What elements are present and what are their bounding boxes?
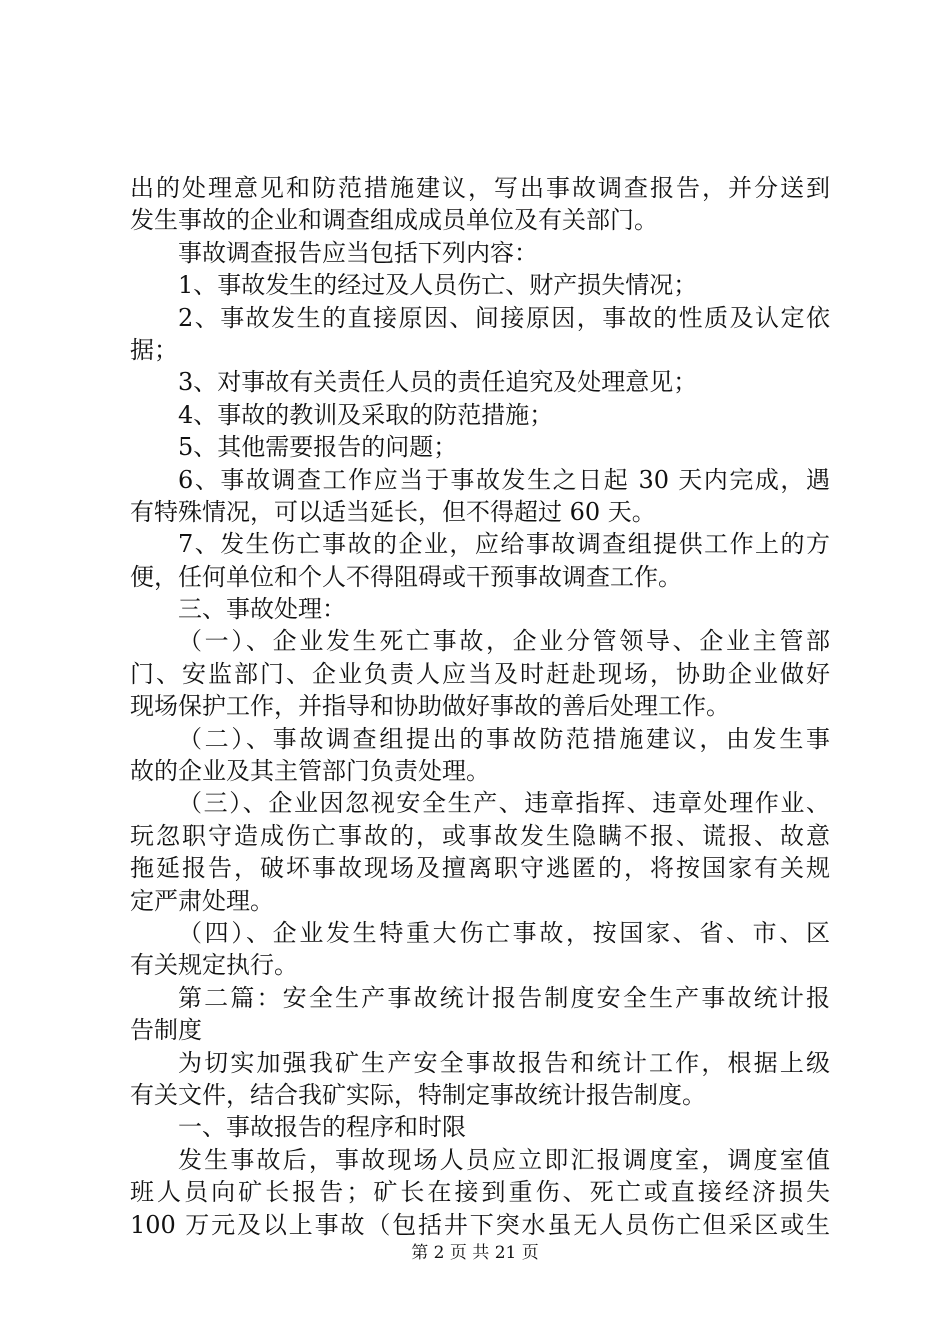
text-line: 3、对事故有关责任人员的责任追究及处理意见；	[178, 368, 698, 397]
text-line: （一）、企业发生死亡事故，企业分管领导、企业主管部	[178, 627, 830, 656]
text-line: 拖延报告，破坏事故现场及擅离职守逃匿的，将按国家有关规	[130, 854, 830, 883]
text-line: 班人员向矿长报告；矿长在接到重伤、死亡或直接经济损失	[130, 1178, 830, 1207]
text-line: 发生事故后，事故现场人员应立即汇报调度室，调度室值	[178, 1145, 830, 1174]
text-line: （三）、企业因忽视安全生产、违章指挥、违章处理作业、	[178, 789, 830, 818]
text-line: 现场保护工作，并指导和协助做好事故的善后处理工作。	[130, 692, 730, 721]
page-number-footer: 第 2 页 共 21 页	[411, 1243, 539, 1263]
text-line: 4、事故的教训及采取的防范措施；	[178, 400, 554, 429]
text-line: （四）、企业发生特重大伤亡事故，按国家、省、市、区	[178, 918, 830, 947]
text-line: 故的企业及其主管部门负责处理。	[130, 757, 490, 786]
text-line: 事故调查报告应当包括下列内容：	[178, 238, 538, 267]
text-line: 有特殊情况，可以适当延长，但不得超过 60 天。	[130, 497, 656, 526]
text-line: 2、事故发生的直接原因、间接原因，事故的性质及认定依	[178, 303, 830, 332]
text-line: 5、其他需要报告的问题；	[178, 433, 458, 462]
text-line: 7、发生伤亡事故的企业，应给事故调查组提供工作上的方	[178, 530, 830, 559]
text-line: 玩忽职守造成伤亡事故的，或事故发生隐瞒不报、谎报、故意	[130, 821, 830, 850]
text-line: 有关文件，结合我矿实际，特制定事故统计报告制度。	[130, 1080, 706, 1109]
text-line: （二）、事故调查组提出的事故防范措施建议，由发生事	[178, 724, 830, 753]
text-line: 为切实加强我矿生产安全事故报告和统计工作，根据上级	[178, 1048, 830, 1077]
text-line: 出的处理意见和防范措施建议，写出事故调查报告，并分送到	[130, 174, 830, 202]
text-line: 据；	[130, 335, 178, 364]
text-line: 第二篇：安全生产事故统计报告制度安全生产事故统计报	[178, 983, 830, 1012]
text-line: 一、事故报告的程序和时限	[178, 1113, 466, 1142]
text-line: 告制度	[130, 1016, 202, 1045]
text-line: 有关规定执行。	[130, 951, 298, 980]
text-line: 1、事故发生的经过及人员伤亡、财产损失情况；	[178, 271, 698, 300]
text-line: 6、事故调查工作应当于事故发生之日起 30 天内完成，遇	[178, 465, 830, 494]
text-line: 定严肃处理。	[130, 886, 274, 915]
document-body	[130, 172, 830, 1241]
text-line: 三、事故处理：	[178, 595, 346, 624]
text-line: 门、安监部门、企业负责人应当及时赶赴现场，协助企业做好	[130, 659, 830, 688]
text-line: 便，任何单位和个人不得阻碍或干预事故调查工作。	[130, 562, 682, 591]
text-line: 100 万元及以上事故（包括井下突水虽无人员伤亡但采区或生	[130, 1210, 830, 1239]
text-line: 发生事故的企业和调查组成成员单位及有关部门。	[130, 206, 658, 235]
